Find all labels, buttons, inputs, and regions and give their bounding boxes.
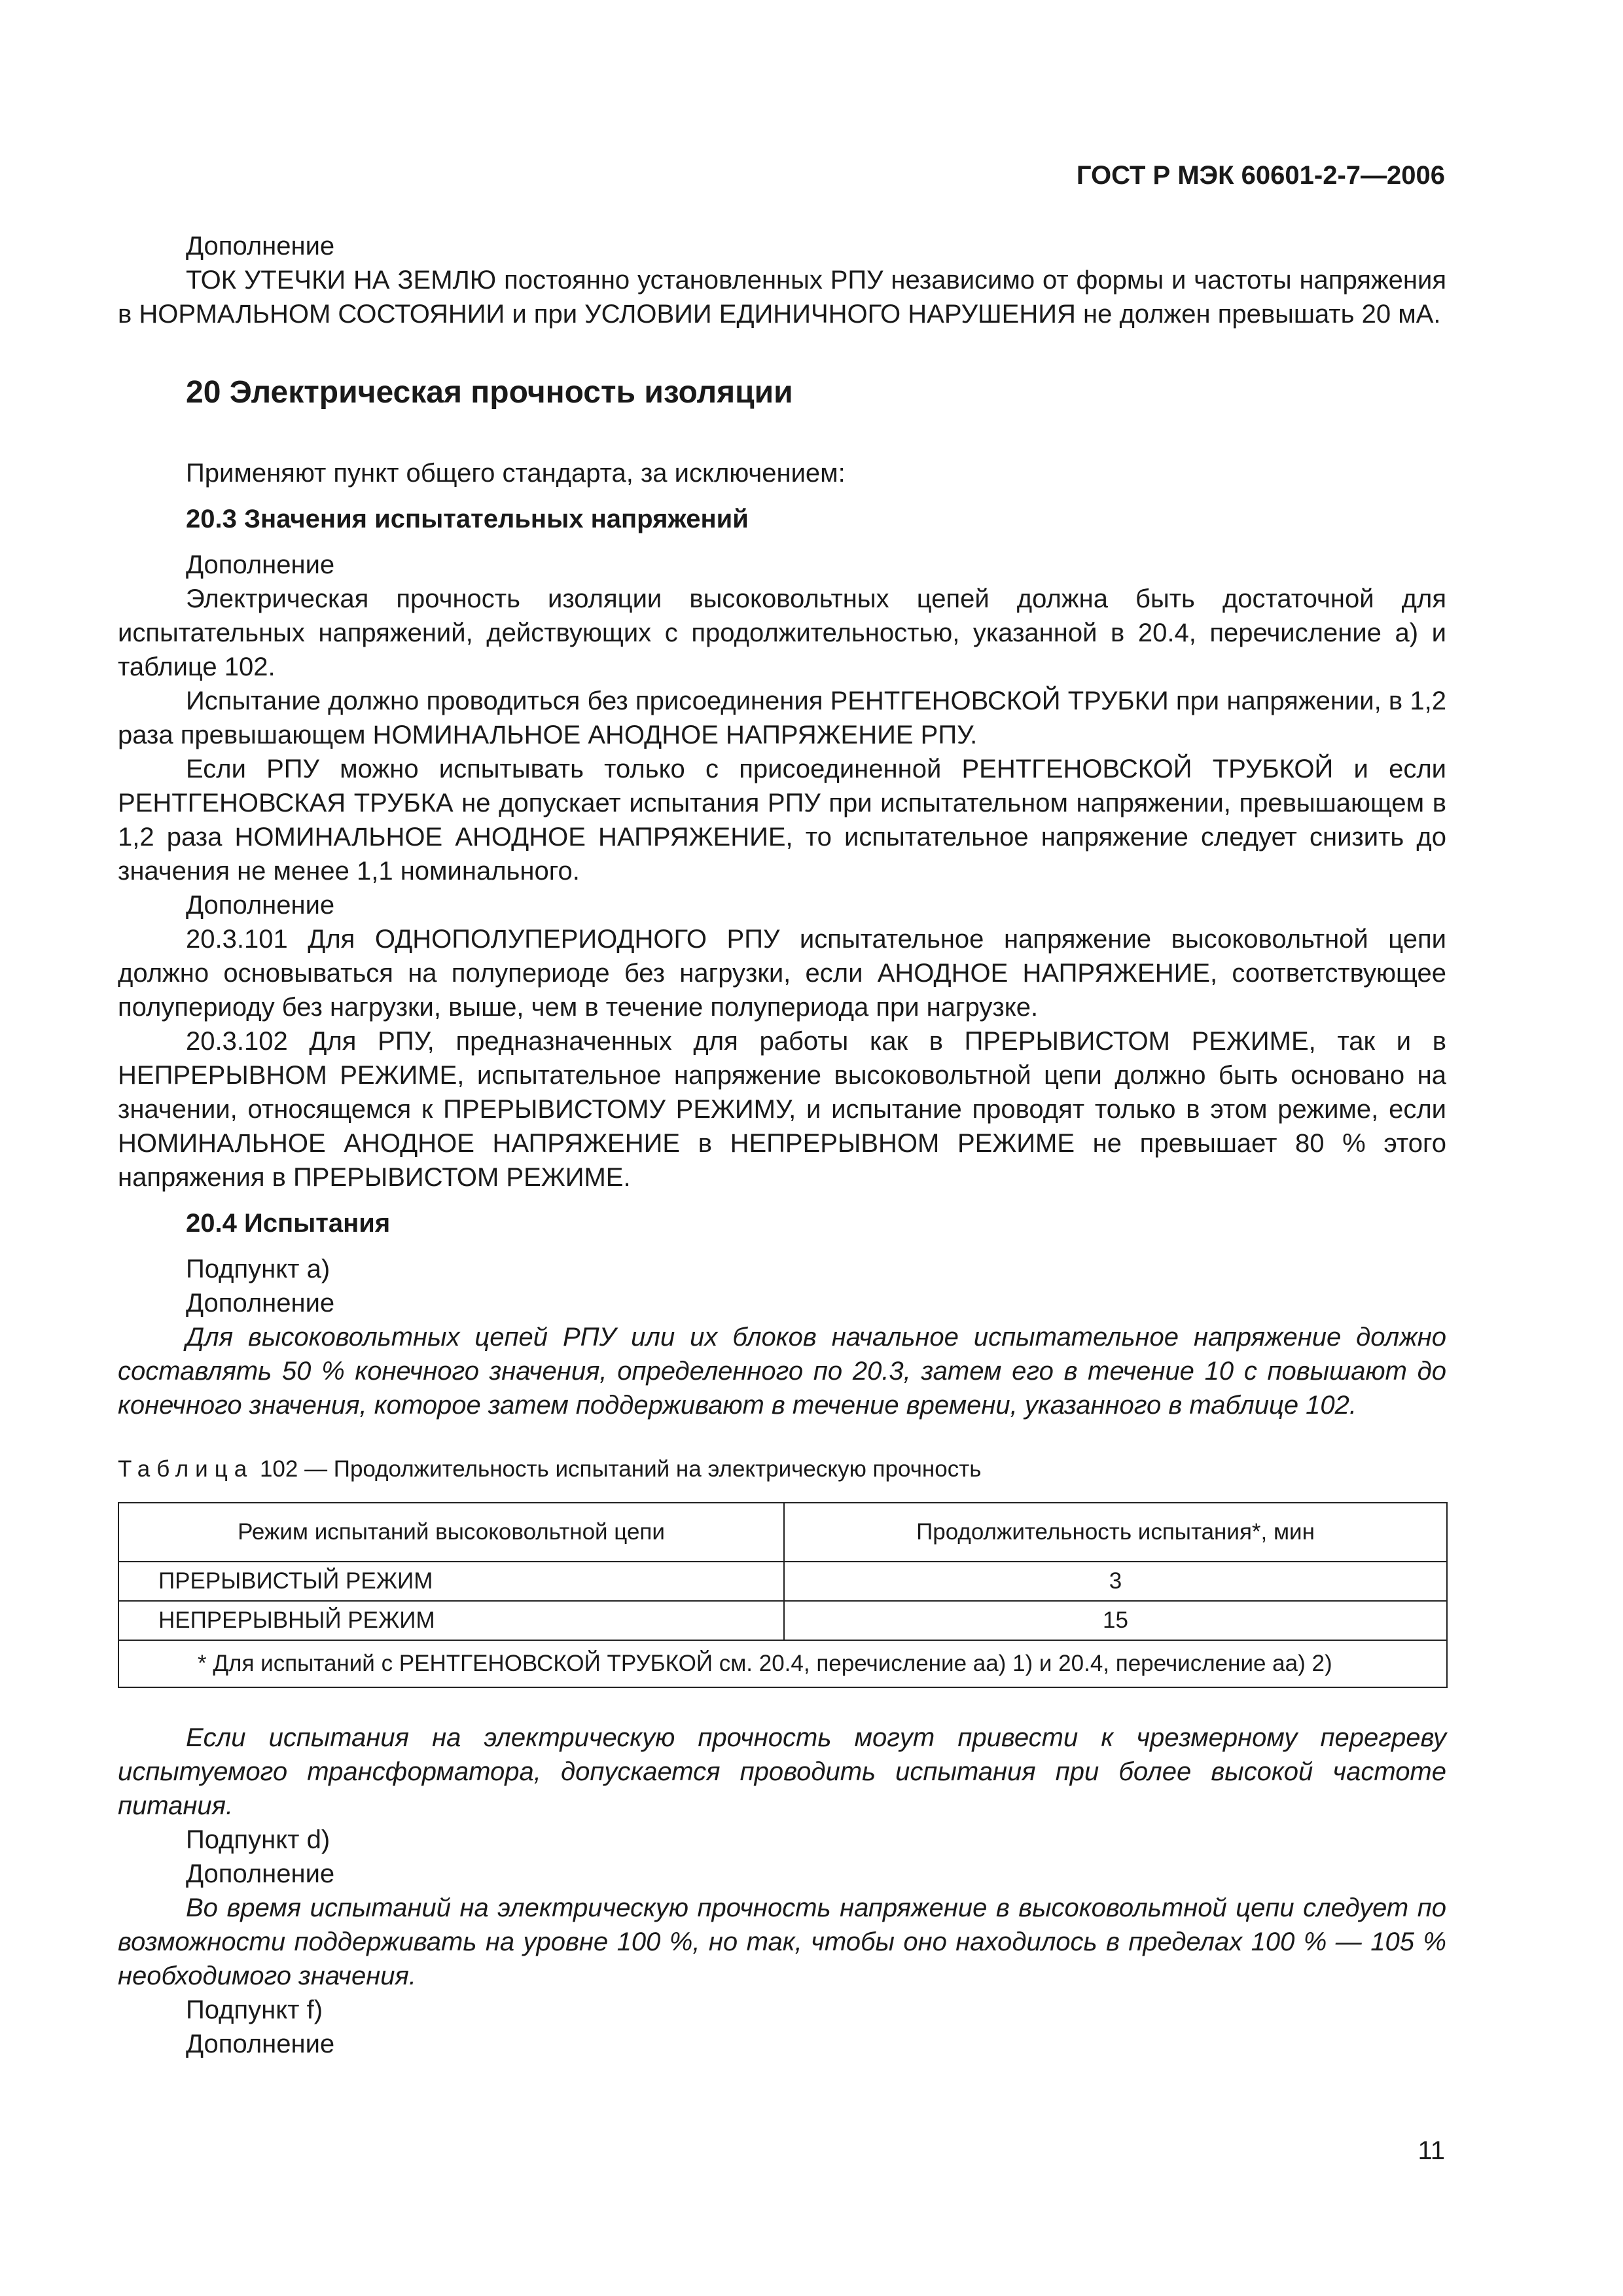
addition-label: Дополнение [186,1289,335,1318]
paragraph: Испытание должно проводиться без присоединения РЕНТГЕНОВСКОЙ ТРУБКИ при напряжении, в 1,2 раза превышающем НОМИНАЛЬНОЕ АНОДНОЕ НАПРЯЖЕНИЕ РПУ. [118,687,1446,749]
addition-label: Дополнение [186,1859,335,1888]
table-header-row [118,1503,1447,1562]
leakage-current-paragraph: ТОК УТЕЧКИ НА ЗЕМЛЮ постоянно установленных РПУ независимо от формы и частоты напряжения в НОРМАЛЬНОМ СОСТОЯНИИ и при УСЛОВИИ ЕДИНИЧНОГО НАРУШЕНИЯ не должен превышать 20 мА. [118,266,1446,329]
subclause-a-label: Подпункт а) [186,1255,330,1283]
table-cell-duration: 15 [784,1601,1447,1640]
table-cell-mode: НЕПРЕРЫВНЫЙ РЕЖИМ [118,1601,784,1640]
paragraph-20-3-102: 20.3.102 Для РПУ, предназначенных для работы как в ПРЕРЫВИСТОМ РЕЖИМЕ, так и в НЕПРЕРЫВНОМ РЕЖИМЕ, испытательное напряжение высоковольтной цепи должно быть основано на значении, относящемся к ПРЕРЫВИСТОМУ РЕЖИМУ, и испытание проводят только в этом режиме, если НОМИНАЛЬНОЕ АНОДНОЕ НАПРЯЖЕНИЕ в НЕПРЕРЫВНОМ РЕЖИМЕ не превышает 80 % этого напряжения в ПРЕРЫВИСТОМ РЕЖИМЕ. [118,1027,1446,1192]
table-header-cell: Режим испытаний высоковольтной цепи [118,1503,784,1562]
addition-label: Дополнение [186,2030,335,2058]
table-row [118,1601,1447,1640]
addition-label: Дополнение [186,232,335,260]
section-20-4-title: 20.4 Испытания [186,1209,391,1238]
section-20-intro: Применяют пункт общего стандарта, за исключением: [186,459,846,488]
page-content [118,229,1446,2061]
italic-paragraph: Для высоковольтных цепей РПУ или их блоков начальное испытательное напряжение должно составлять 50 % конечного значения, определенного по 20.3, затем его в течение 10 с повышают до конечного значения, которое затем поддерживают в течение времени, указанного в таблице 102. [118,1323,1446,1420]
paragraph: Если РПУ можно испытывать только с присоединенной РЕНТГЕНОВСКОЙ ТРУБКОЙ и если РЕНТГЕНОВСКАЯ ТРУБКА не допускает испытания РПУ при испытательном напряжении, превышающем в 1,2 раза НОМИНАЛЬНОЕ АНОДНОЕ НАПРЯЖЕНИЕ, то испытательное напряжение следует снизить до значения не менее 1,1 номинального. [118,755,1446,886]
paragraph-20-3-101: 20.3.101 Для ОДНОПОЛУПЕРИОДНОГО РПУ испытательное напряжение высоковольтной цепи должно основываться на полупериоде без нагрузки, если АНОДНОЕ НАПРЯЖЕНИЕ, соответствующее полупериоду без нагрузки, выше, чем в течение полупериода при нагрузке. [118,925,1446,1022]
test-duration-table [118,1502,1448,1688]
table-cell-duration: 3 [784,1562,1447,1601]
subclause-d-label: Подпункт d) [186,1825,330,1854]
table-header-cell: Продолжительность испытания*, мин [784,1503,1447,1562]
table-footnote-row [118,1640,1447,1687]
subclause-f-label: Подпункт f) [186,1996,323,2024]
document-header: ГОСТ Р МЭК 60601-2-7—2006 [1076,161,1445,190]
table-caption-label: Таблица [118,1456,254,1482]
section-20-title: 20 Электрическая прочность изоляции [186,375,793,410]
table-footnote: * Для испытаний с РЕНТГЕНОВСКОЙ ТРУБКОЙ см. 20.4, перечисление аа) 1) и 20.4, перечисление аа) 2) [118,1640,1447,1687]
table-row [118,1562,1447,1601]
table-caption-text: 102 — Продолжительность испытаний на электрическую прочность [253,1456,982,1482]
italic-paragraph: Если испытания на электрическую прочность могут привести к чрезмерному перегреву испытуемого трансформатора, допускается проводить испытания при более высокой частоте питания. [118,1723,1446,1820]
paragraph: Электрическая прочность изоляции высоковольтных цепей должна быть достаточной для испытательных напряжений, действующих с продолжительностью, указанной в 20.4, перечисление а) и таблице 102. [118,584,1446,681]
italic-paragraph: Во время испытаний на электрическую прочность напряжение в высоковольтной цепи следует по возможности поддерживать на уровне 100 %, но так, чтобы оно находилось в пределах 100 % — 105 % необходимого значения. [118,1893,1446,1990]
addition-label: Дополнение [186,891,335,920]
page-number: 11 [1418,2136,1445,2165]
section-20-3-title: 20.3 Значения испытательных напряжений [186,505,749,533]
table-cell-mode: ПРЕРЫВИСТЫЙ РЕЖИМ [118,1562,784,1601]
addition-label: Дополнение [186,550,335,579]
table-caption [118,1455,1446,1484]
